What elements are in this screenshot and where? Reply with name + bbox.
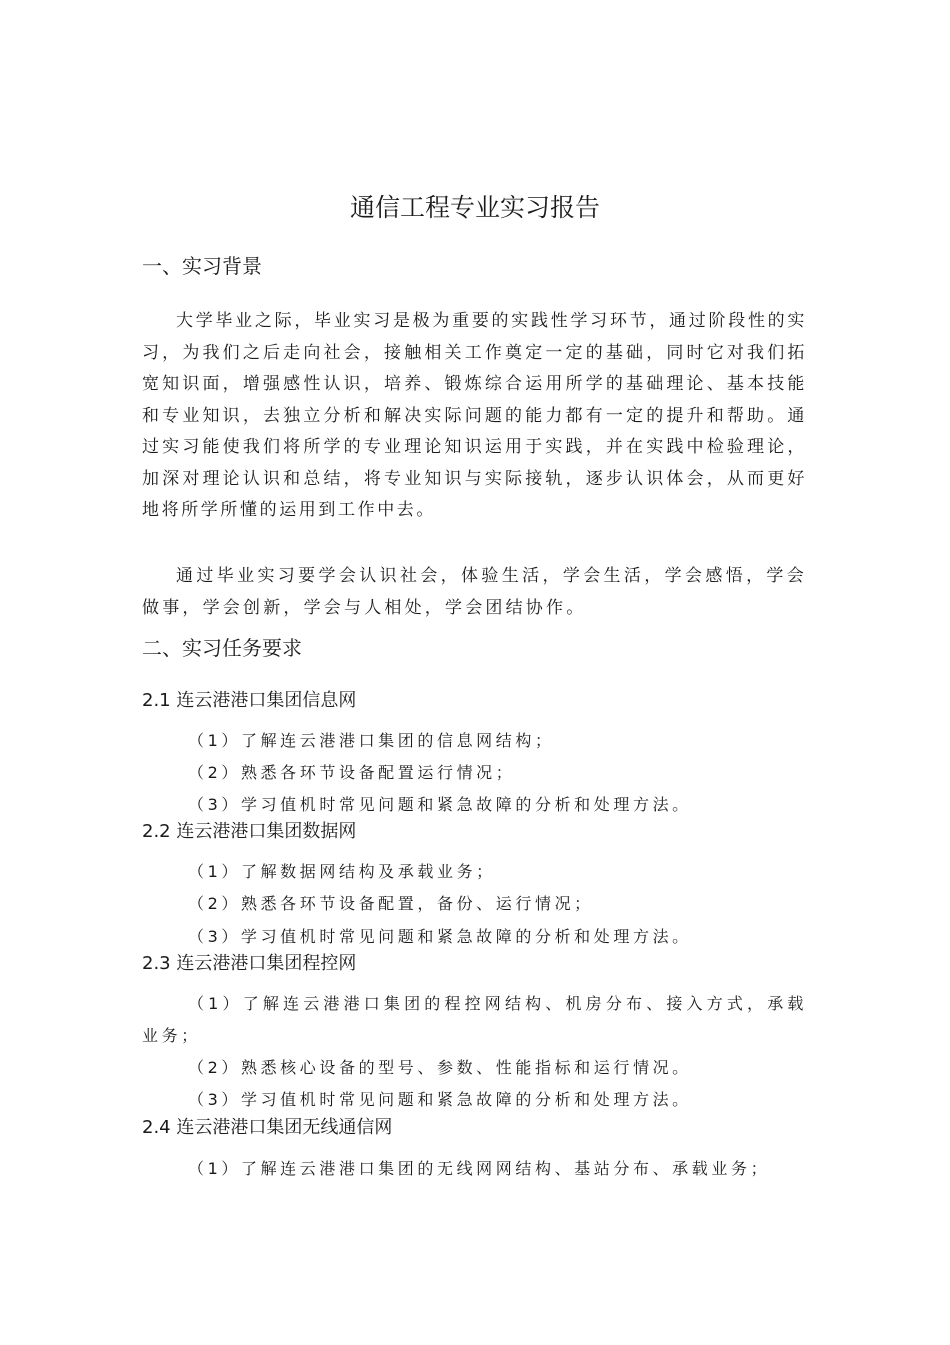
task-item: （3）学习值机时常见问题和紧急故障的分析和处理方法。 bbox=[188, 795, 692, 814]
task-item: （1）了解数据网结构及承载业务； bbox=[188, 862, 496, 881]
section-heading-tasks: 二、实习任务要求 bbox=[142, 636, 302, 660]
task-item: （3）学习值机时常见问题和紧急故障的分析和处理方法。 bbox=[188, 927, 692, 946]
task-item: （2）熟悉核心设备的型号、参数、性能指标和运行情况。 bbox=[188, 1058, 692, 1077]
subsection-heading-2-2: 2.2 连云港港口集团数据网 bbox=[142, 821, 357, 842]
background-paragraph-2: 通过毕业实习要学会认识社会，体验生活，学会生活，学会感悟，学会做事，学会创新，学会与人相处，学会团结协作。 bbox=[142, 566, 807, 618]
task-item: （3）学习值机时常见问题和紧急故障的分析和处理方法。 bbox=[188, 1090, 692, 1109]
task-item: （2）熟悉各环节设备配置，备份、运行情况； bbox=[188, 894, 594, 913]
section-heading-background: 一、实习背景 bbox=[142, 254, 262, 278]
subsection-heading-2-4: 2.4 连云港港口集团无线通信网 bbox=[142, 1117, 393, 1138]
subsection-heading-2-3: 2.3 连云港港口集团程控网 bbox=[142, 953, 357, 974]
background-paragraph-1: 大学毕业之际，毕业实习是极为重要的实践性学习环节，通过阶段性的实习，为我们之后走向社会，接触相关工作奠定一定的基础，同时它对我们拓宽知识面，增强感性认识，培养、锻炼综合运用所学的基础理论、基本技能和专业知识，去独立分析和解决实际问题的能力都有一定的提升和帮助。通过实习能使我们将所学的专业理论知识运用于实践，并在实践中检验理论，加深对理论认识和总结，将专业知识与实际接轨，逐步认识体会，从而更好地将所学所懂的运用到工作中去。 bbox=[142, 311, 807, 520]
task-item: （1）了解连云港港口集团的程控网结构、机房分布、接入方式，承载业务； bbox=[142, 994, 807, 1045]
task-item: （2）熟悉各环节设备配置运行情况； bbox=[188, 763, 516, 782]
subsection-heading-2-1: 2.1 连云港港口集团信息网 bbox=[142, 690, 357, 711]
document-title: 通信工程专业实习报告 bbox=[349, 193, 600, 222]
task-item: （1）了解连云港港口集团的信息网结构； bbox=[188, 731, 555, 750]
task-item: （1）了解连云港港口集团的无线网网结构、基站分布、承载业务； bbox=[188, 1159, 771, 1178]
